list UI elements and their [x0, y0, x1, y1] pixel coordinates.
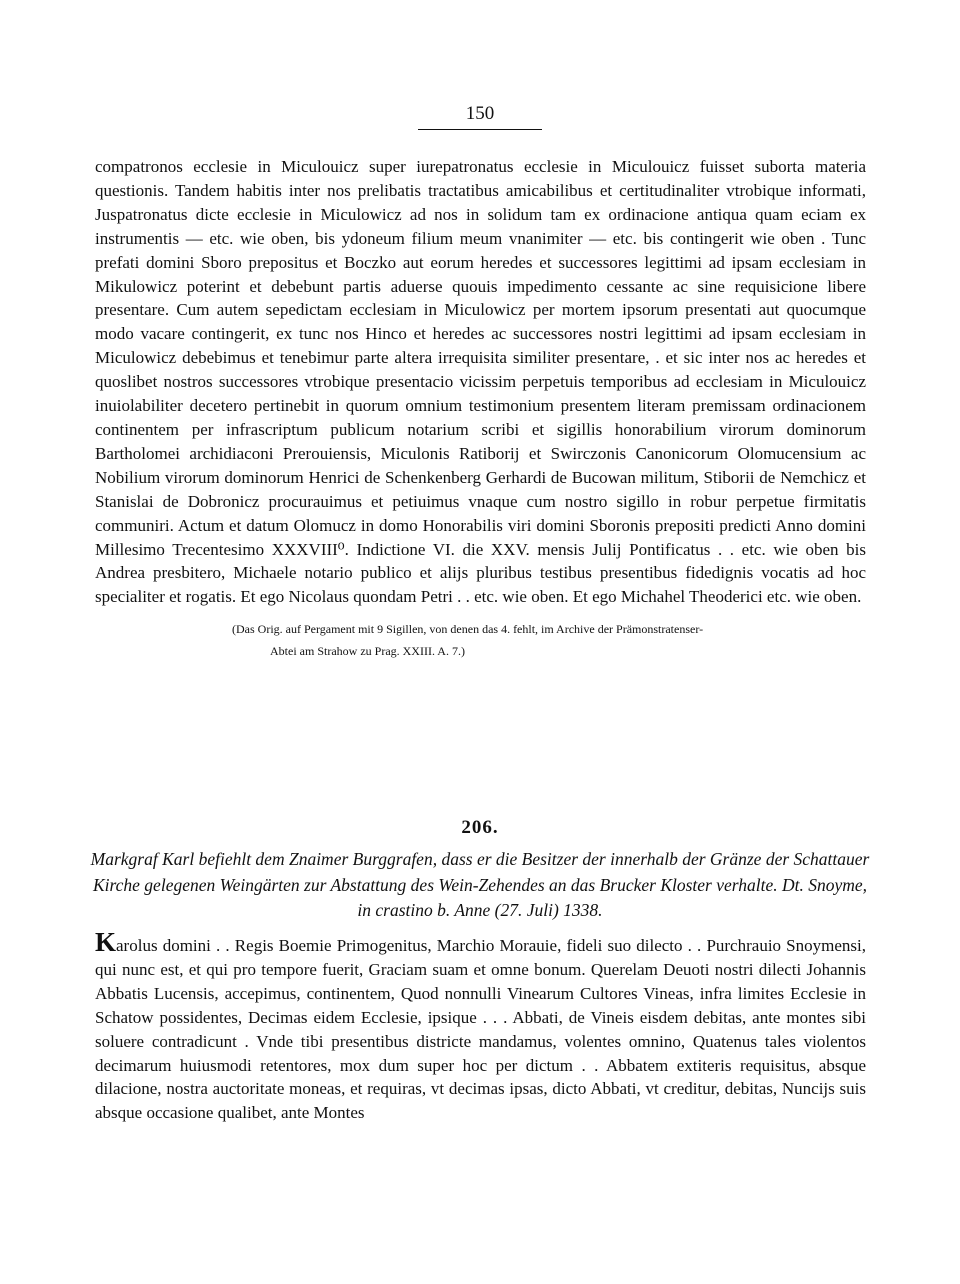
page-number: 150 — [465, 103, 495, 124]
charter-text — [95, 927, 866, 1125]
source-note — [232, 619, 866, 662]
source-note-line-1: (Das Orig. auf Pergament mit 9 Sigillen, von denen das 4. fehlt, im Archive der Prämonstratenser- — [232, 622, 704, 636]
charter-text-continuation: compatronos ecclesie in Miculouicz super iurepatronatus ecclesie in Miculouicz fuisset suborta materia questionis. Tandem habitis inter nos prelibatis tractatibus amicabilibus et certitudinaliter vtrobique informati, Juspatronatus dicte ecclesie in Miculowicz ad nos in solidum tam ex ordinacione antiqua quam eciam ex instrumentis — etc. wie oben, bis ydoneum filium meum vnanimiter — etc. bis contingerit wie oben . Tunc prefati domini Sboro prepositus et Boczko aut eorum heredes et successores legittimi ad ipsam ecclesiam in Mikulowicz poterint et debebunt partis aduerse quouis impedimento cessante ac sine requisicione libere presentare. Cum autem sepedictam ecclesiam in Miculowicz per mortem ipsorum presentati aut quocumque modo vacare contingerit, ex tunc nos Hinco et heredes ac successores nostri legittimi ad ipsam ecclesiam in Miculowicz debebimus et tenebimur parte altera irrequisita similiter presentare, . et sic inter nos ac heredes et quoslibet nostros successores vtrobique presentacio vicissim perpetuis temporibus ad ecclesiam in Miculouicz inuiolabiliter decetero pertinebit in quorum omnium testimonium presentem literam premissam ordinacionem continentem per infrascriptum publicum notarium scribi et sigillis honorabilium virorum dominorum Bartholomei archidiaconi Prerouiensis, Miculonis Ratiborij et Swirczonis Canonicorum Olomucensium ac Nobilium virorum dominorum Henrici de Schenkenberg Gerhardi de Bucowan militum, Stiborii de Nemchicz et Stanislai de Dobronicz procurauimus et petiuimus vnaque cum nostro sigillo in robur perpetue firmitatis communiri. Actum et datum Olomucz in domo Honorabilis viri domini Sboronis prepositi predicti Anno domini Millesimo Trecentesimo XXXVIII⁰. Indictione VI. die XXV. mensis Julij Pontificatus . . etc. wie oben bis Andrea presbitero, Michaele notario publico et alijs pluribus testibus presentibus fidedignis vocatis ad hoc specialiter et rogatis. Et ego Nicolaus quondam Petri . . etc. wie oben. Et ego Michahel Theoderici etc. wie oben. — [95, 157, 866, 607]
document-heading: Markgraf Karl befiehlt dem Znaimer Burggrafen, dass er die Besitzer der innerhalb der Gränze der Schattauer Kirche gelegenen Weingärten zur Abstattung des Wein-Zehendes an das Brucker Kloster verhalte. Dt. Snoyme, in crastino b. Anne (27. Juli) 1338. — [90, 849, 870, 920]
page-number-rule — [418, 129, 542, 130]
initial-letter: K — [95, 927, 117, 957]
document-number: 206. — [461, 817, 499, 838]
source-note-line-2: Abtei am Strahow zu Prag. XXIII. A. 7.) — [270, 643, 465, 658]
charter-text-body: arolus domini . . Regis Boemie Primogenitus, Marchio Morauie, fideli suo dilecto . . Purchrauio Snoymensi, qui nunc est, et qui pro tempore fuerit, Graciam suam et omne bonum. Querelam Deuoti nostri dilecti Johannis Abbatis Lucensis, accepimus, continentem, Quod nonnulli Vinearum Cultores Vineas, infra limites Ecclesie in Schatow possidentes, Decimas eidem Ecclesie, ipsique . . . Abbati, de Vineis eisdem debitas, ante montes sibi soluere contradicunt . Vnde tibi presentibus districte mandamus, volentes omnino, Quatenus tales violentos decimarum huiusmodi retentores, mox dum super hoc per dictum . . Abbatem extiteris requisitus, absque dilacione, nostra auctoritate moneas, et requiras, vt decimas ipsas, dicto Abbati, vt creditur, debitas, Nuncijs suis absque occasione qualibet, ante Montes — [95, 936, 866, 1123]
